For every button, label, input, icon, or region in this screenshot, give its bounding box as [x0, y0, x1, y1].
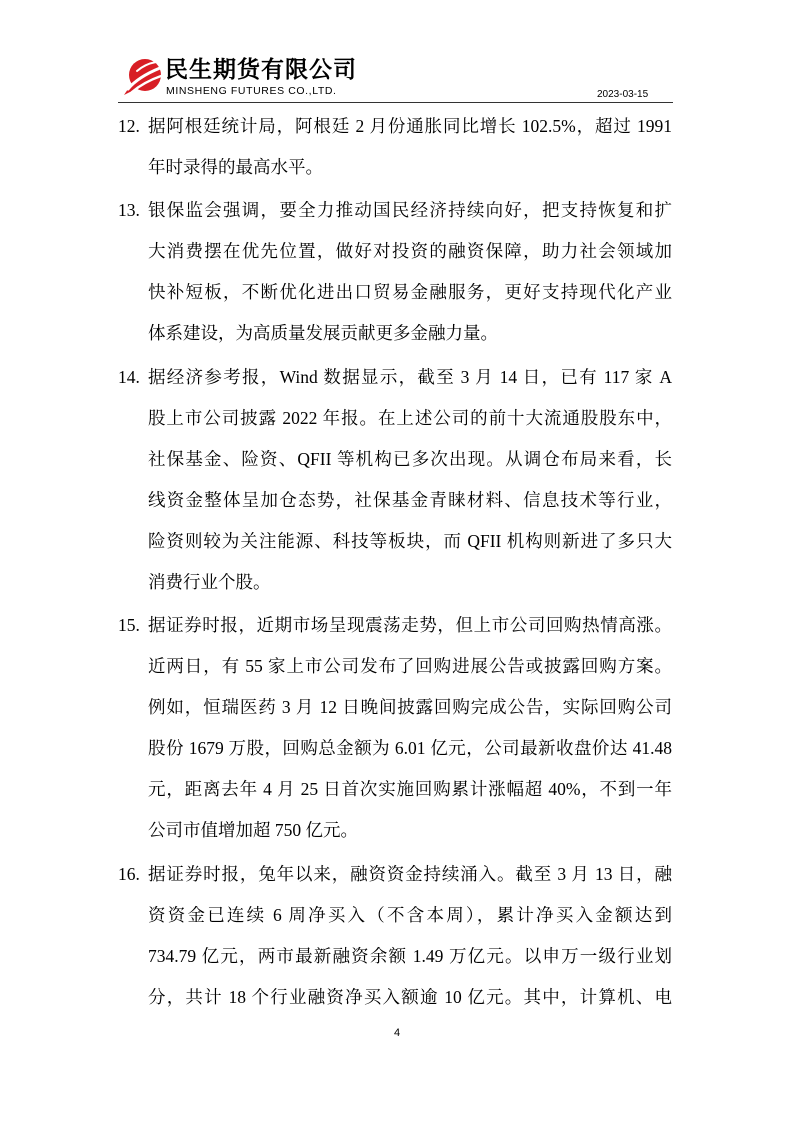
- minsheng-swoosh-logo-icon: [123, 56, 163, 96]
- text-line: 险资则较为关注能源、科技等板块，而 QFII 机构则新进了多只大: [148, 530, 672, 551]
- item-text: [148, 605, 672, 851]
- text-line: 年时录得的最高水平。: [148, 156, 323, 177]
- text-line: 公司市值增加超 750 亿元。: [148, 820, 358, 840]
- text-line: 据证券时报，近期市场呈现震荡走势，但上市公司回购热情高涨。: [148, 615, 672, 635]
- company-name-english: MINSHENG FUTURES CO.,LTD.: [166, 85, 337, 97]
- news-item-12: [118, 106, 672, 188]
- item-number: 12.: [118, 115, 140, 136]
- header-divider: [118, 102, 673, 103]
- text-line: 股份 1679 万股，回购总金额为 6.01 亿元，公司最新收盘价达 41.48: [148, 738, 672, 758]
- text-line: 据证券时报，兔年以来，融资资金持续涌入。截至 3 月 13 日，融: [148, 863, 672, 884]
- item-text: [148, 854, 672, 1018]
- item-number: 14.: [118, 366, 140, 387]
- text-line: 例如，恒瑞医药 3 月 12 日晚间披露回购完成公告，实际回购公司: [148, 697, 672, 717]
- text-line: 分，共计 18 个行业融资净买入额逾 10 亿元。其中，计算机、电: [148, 986, 672, 1007]
- text-line: 据阿根廷统计局，阿根廷 2 月份通胀同比增长 102.5%，超过 1991: [148, 115, 672, 136]
- text-line: 社保基金、险资、QFII 等机构已多次出现。从调仓布局来看，长: [148, 448, 672, 469]
- report-date: 2023-03-15: [597, 89, 649, 100]
- text-line: 734.79 亿元，两市最新融资余额 1.49 万亿元。以申万一级行业划: [148, 945, 672, 966]
- item-number: 16.: [118, 863, 140, 884]
- item-text: [148, 190, 672, 354]
- news-item-13: [118, 190, 672, 354]
- text-line: 近两日，有 55 家上市公司发布了回购进展公告或披露回购方案。: [148, 656, 672, 676]
- text-line: 资资金已连续 6 周净买入（不含本周），累计净买入金额达到: [148, 904, 672, 925]
- news-item-15: [118, 605, 672, 851]
- text-line: 股上市公司披露 2022 年报。在上述公司的前十大流通股股东中，: [148, 407, 672, 428]
- news-list: [118, 106, 672, 1018]
- text-line: 元，距离去年 4 月 25 日首次实施回购累计涨幅超 40%，不到一年: [148, 779, 672, 799]
- text-line: 快补短板，不断优化进出口贸易金融服务，更好支持现代化产业: [148, 282, 672, 302]
- item-number: 15.: [118, 615, 140, 635]
- text-line: 线资金整体呈加仓态势，社保基金青睐材料、信息技术等行业，: [148, 489, 672, 510]
- item-number: 13.: [118, 200, 140, 220]
- text-line: 消费行业个股。: [148, 571, 271, 592]
- company-name-chinese: 民生期货有限公司: [165, 56, 357, 82]
- text-line: 据经济参考报，Wind 数据显示，截至 3 月 14 日，已有 117 家 A: [148, 366, 672, 387]
- text-line: 银保监会强调，要全力推动国民经济持续向好，把支持恢复和扩: [148, 200, 672, 220]
- item-text: [148, 357, 672, 603]
- news-item-16: [118, 854, 672, 1018]
- news-item-14: [118, 357, 672, 603]
- page-number: 4: [393, 1027, 401, 1039]
- text-line: 大消费摆在优先位置，做好对投资的融资保障，助力社会领域加: [148, 241, 672, 261]
- text-line: 体系建设，为高质量发展贡献更多金融力量。: [148, 323, 498, 343]
- item-text: [148, 106, 672, 188]
